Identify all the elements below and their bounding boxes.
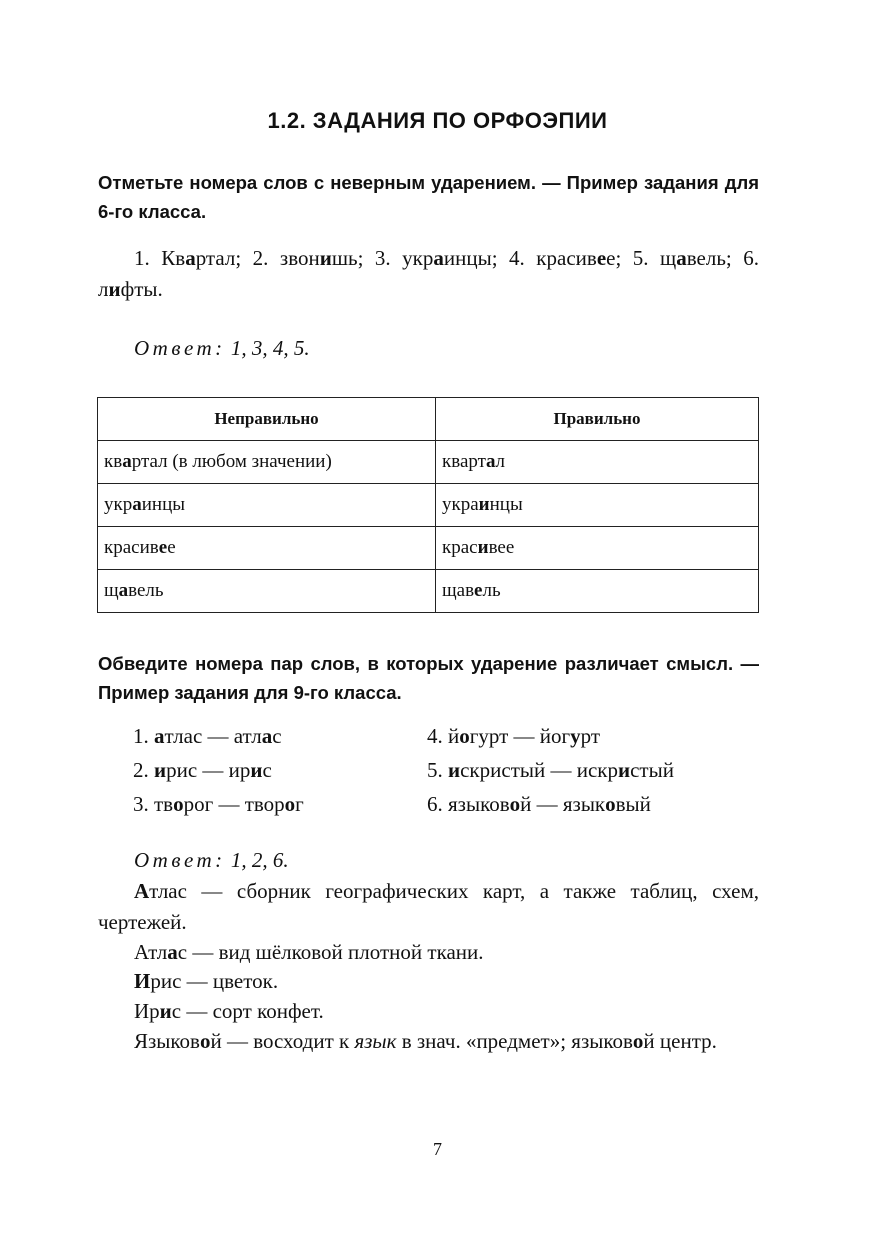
table-header-wrong: Неправильно: [98, 398, 436, 441]
pair-item: 3. творог — творог: [133, 792, 304, 816]
explanation-iris-2: Ирис — сорт конфет.: [134, 999, 324, 1023]
table-cell-right: украинцы: [436, 484, 759, 527]
pair-row: [133, 758, 733, 792]
table-cell-wrong: щавель: [98, 570, 436, 613]
pair-row: [133, 792, 733, 826]
table-cell-wrong: красивее: [98, 527, 436, 570]
explanation-yazykovoy: Языковой — восходит к язык в знач. «предмет»; языковой центр.: [134, 1029, 717, 1053]
task1-answer: [98, 333, 759, 364]
explanation-atlas-1: Атлас — сборник географических карт, а также таблиц, схем, чертежей.: [98, 879, 759, 934]
table-cell-right: красивее: [436, 527, 759, 570]
answer-label: Ответ:: [134, 848, 226, 872]
table-cell-right: щавель: [436, 570, 759, 613]
pair-item: 6. языковой — языковый: [427, 792, 651, 816]
pair-item: 2. ирис — ирис: [133, 758, 272, 782]
stress-table: [97, 397, 759, 613]
pair-item: 5. искристый — искристый: [427, 758, 674, 782]
task2-answer: [98, 845, 759, 876]
table-row: [98, 570, 759, 613]
task2-heading: Обведите номера пар слов, в которых ударение различает смысл. — Пример задания для 9-го класса.: [98, 653, 759, 703]
answer-label: Ответ:: [134, 336, 226, 360]
pair-row: [133, 724, 733, 758]
task1-word-list: 1. Квартал; 2. звонишь; 3. украинцы; 4. красивее; 5. щавель; 6. лифты.: [98, 246, 759, 301]
task1-heading: Отметьте номера слов с неверным ударением. — Пример задания для 6-го класса.: [98, 172, 759, 222]
explanation-iris-1: Ирис — цветок.: [134, 969, 279, 993]
table-row: [98, 484, 759, 527]
table-row: [98, 441, 759, 484]
word-pairs: [133, 724, 733, 826]
table-cell-right: квартал: [436, 441, 759, 484]
table-cell-wrong: квартал (в любом значении): [98, 441, 436, 484]
table-header-right: Правильно: [436, 398, 759, 441]
table-cell-wrong: украинцы: [98, 484, 436, 527]
page-number: 7: [433, 1139, 442, 1159]
answer-value: 1, 3, 4, 5.: [230, 336, 310, 360]
table-row: [98, 527, 759, 570]
pair-item: 1. атлас — атлас: [133, 724, 282, 748]
pair-item: 4. йогурт — йогурт: [427, 724, 601, 748]
page-title: 1.2. ЗАДАНИЯ ПО ОРФОЭПИИ: [267, 108, 608, 133]
answer-value: 1, 2, 6.: [230, 848, 289, 872]
explanation-atlas-2: Атлас — вид шёлковой плотной ткани.: [134, 940, 484, 964]
table-header-row: [98, 398, 759, 441]
